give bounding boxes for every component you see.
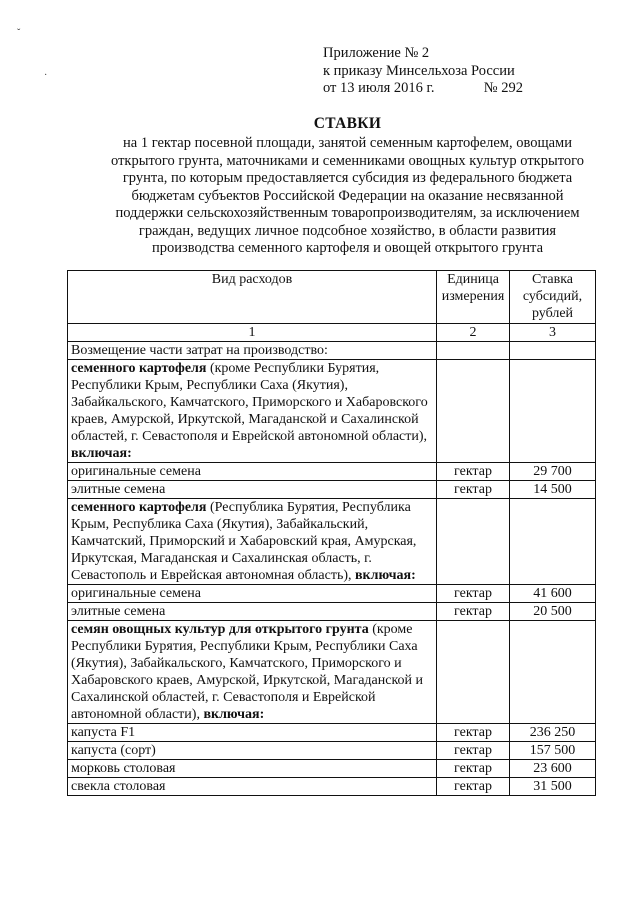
section-bold: семян овощных культур для открытого грунта bbox=[71, 622, 369, 637]
header-rate: Ставка субсидий, рублей bbox=[510, 271, 596, 324]
annex-block bbox=[323, 45, 523, 98]
row-unit: гектар bbox=[437, 742, 510, 760]
table-row bbox=[68, 585, 596, 603]
subtitle-line: открытого грунта, маточниками и семенниками овощных культур открытого bbox=[111, 152, 584, 169]
table-header-row bbox=[68, 271, 596, 324]
section-tail: включая: bbox=[71, 446, 132, 461]
section-header-row bbox=[68, 499, 596, 585]
section-header-row bbox=[68, 621, 596, 724]
table-row bbox=[68, 760, 596, 778]
row-value: 23 600 bbox=[510, 760, 596, 778]
header-expense-type: Вид расходов bbox=[68, 271, 437, 324]
column-number-row bbox=[68, 324, 596, 342]
row-name: морковь столовая bbox=[68, 760, 437, 778]
scan-mark: · bbox=[44, 70, 48, 81]
subtitle-line: производства семенного картофеля и овощей открытого грунта bbox=[151, 240, 544, 256]
section-header-row bbox=[68, 360, 596, 463]
section-text: (кроме Республики Бурятия, Республики Крым, Республики Саха (Якутия), Забайкальского, Камчатского, Приморского и Хабаровского краев, Амурской, Иркутской, Магаданской и Сахалинской областей, г. Севастополя и Еврейской автономной области), bbox=[71, 361, 428, 444]
column-number: 2 bbox=[437, 324, 510, 342]
annex-date: от 13 июля 2016 г. bbox=[323, 80, 435, 96]
section-text: (Республика Бурятия, Республика Крым, Республика Саха (Якутия), Забайкальский, Камчатский, Приморский и Хабаровский края, Амурская, Иркутская, Магаданская и Сахалинская область, г. Севастополь и Еврейская автономная область), bbox=[71, 500, 417, 583]
row-value: 29 700 bbox=[510, 463, 596, 481]
subtitle-line: на 1 гектар посевной площади, занятой семенным картофелем, овощами bbox=[123, 135, 572, 151]
row-name: капуста (сорт) bbox=[68, 742, 437, 760]
row-value: 41 600 bbox=[510, 585, 596, 603]
annex-date-row bbox=[323, 80, 523, 98]
intro-cell: Возмещение части затрат на производство: bbox=[68, 342, 437, 360]
scan-mark: ˇ bbox=[17, 28, 21, 39]
rates-table bbox=[67, 270, 596, 796]
table-row bbox=[68, 742, 596, 760]
section-bold: семенного картофеля bbox=[71, 500, 207, 515]
row-name: элитные семена bbox=[68, 481, 437, 499]
annex-number: № 292 bbox=[483, 80, 523, 96]
row-name: элитные семена bbox=[68, 603, 437, 621]
table-row bbox=[68, 724, 596, 742]
section-description bbox=[68, 360, 437, 463]
row-unit: гектар bbox=[437, 481, 510, 499]
section-description bbox=[68, 499, 437, 585]
table-row bbox=[68, 778, 596, 796]
row-value: 14 500 bbox=[510, 481, 596, 499]
subtitle-line: граждан, ведущих личное подсобное хозяйство, в области развития bbox=[138, 222, 557, 239]
section-bold: семенного картофеля bbox=[71, 361, 207, 376]
row-unit: гектар bbox=[437, 603, 510, 621]
row-unit: гектар bbox=[437, 585, 510, 603]
row-name: свекла столовая bbox=[68, 778, 437, 796]
column-number: 1 bbox=[68, 324, 437, 342]
row-unit: гектар bbox=[437, 724, 510, 742]
row-name: оригинальные семена bbox=[68, 463, 437, 481]
subtitle-line: бюджетам субъектов Российской Федерации на оказание несвязанной bbox=[131, 187, 564, 204]
row-name: капуста F1 bbox=[68, 724, 437, 742]
section-tail: включая: bbox=[203, 707, 265, 722]
subtitle-line: поддержки сельскохозяйственным товаропроизводителям, за исключением bbox=[115, 205, 580, 221]
table-row bbox=[68, 342, 596, 360]
row-value: 20 500 bbox=[510, 603, 596, 621]
section-text: (кроме Республики Бурятия, Республики Крым, Республики Саха (Якутия), Забайкальского, Камчатского, Приморского и Хабаровского краев, Амурской, Иркутской, Магаданской и Сахалинской областей, г. Севастополя и Еврейской автономной области), bbox=[71, 622, 424, 722]
title-block bbox=[60, 115, 635, 258]
document-subtitle bbox=[60, 135, 635, 258]
row-unit: гектар bbox=[437, 463, 510, 481]
document-title: СТАВКИ bbox=[313, 115, 382, 132]
header-unit: Единица измерения bbox=[437, 271, 510, 324]
row-value: 236 250 bbox=[510, 724, 596, 742]
section-description bbox=[68, 621, 437, 724]
annex-title: Приложение № 2 bbox=[323, 45, 430, 61]
table-row bbox=[68, 603, 596, 621]
row-value: 31 500 bbox=[510, 778, 596, 796]
row-unit: гектар bbox=[437, 760, 510, 778]
row-name: оригинальные семена bbox=[68, 585, 437, 603]
table-row bbox=[68, 463, 596, 481]
table-row bbox=[68, 481, 596, 499]
annex-order-ref: к приказу Минсельхоза России bbox=[323, 62, 515, 79]
column-number: 3 bbox=[510, 324, 596, 342]
row-unit: гектар bbox=[437, 778, 510, 796]
section-tail: включая: bbox=[355, 568, 416, 583]
row-value: 157 500 bbox=[510, 742, 596, 760]
subtitle-line: грунта, по которым предоставляется субсидия из федерального бюджета bbox=[122, 170, 573, 186]
